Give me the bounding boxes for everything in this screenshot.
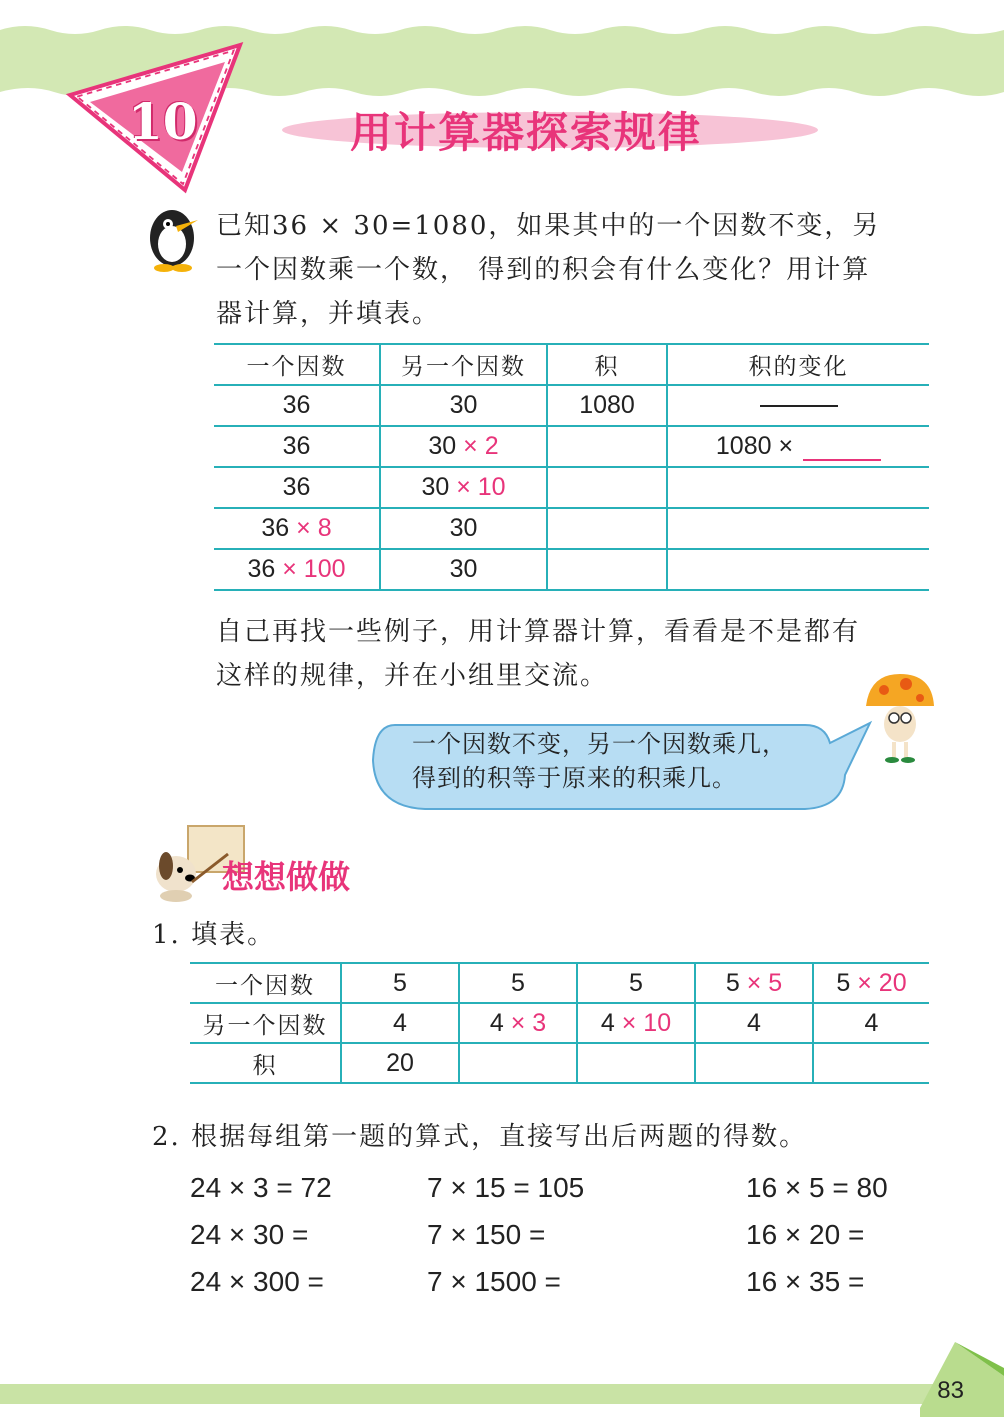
product-value: 20: [341, 1043, 459, 1083]
cell-change-blank[interactable]: [667, 549, 929, 590]
equation-column-3: [746, 1164, 888, 1305]
fill-table: [190, 962, 929, 1084]
cell-change-blank[interactable]: [667, 467, 929, 508]
other-factor-row: [190, 1003, 929, 1043]
equation: 16 × 20 =: [746, 1219, 865, 1250]
cell-factor: 36: [282, 391, 311, 419]
factor-value: 5: [725, 968, 740, 997]
product-blank[interactable]: [813, 1043, 929, 1083]
lesson-number: 10: [128, 92, 198, 151]
product-row: [190, 1043, 929, 1083]
factor-value: 5: [393, 968, 407, 997]
cell-product-blank[interactable]: [547, 467, 667, 508]
table-row: [214, 467, 929, 508]
header-factor: 一个因数: [214, 344, 380, 385]
cell-change-blank[interactable]: [667, 508, 929, 549]
dash-line: [760, 405, 838, 407]
equation: 24 × 3 = 72: [190, 1172, 332, 1203]
page-title: 用计算器探索规律: [350, 108, 703, 157]
table-row: [214, 426, 929, 467]
practice-heading: 想想做做: [222, 858, 351, 896]
bubble-text: [412, 727, 787, 795]
row-label-factor: 一个因数: [190, 963, 341, 1003]
mushroom-character-icon: [862, 672, 936, 764]
equation: 7 × 1500 =: [427, 1266, 561, 1297]
equation: 16 × 5 = 80: [746, 1172, 888, 1203]
equation: 24 × 300 =: [190, 1266, 324, 1297]
intro-line-2: 一个因数乘一个数， 得到的积会有什么变化？用计算: [216, 255, 871, 285]
product-blank[interactable]: [577, 1043, 695, 1083]
cell-product-blank[interactable]: [547, 549, 667, 590]
cell-product-blank[interactable]: [547, 426, 667, 467]
footer-band: [0, 1336, 1004, 1417]
header-product-change: 积的变化: [667, 344, 929, 385]
factor-multiplier: × 10: [621, 1008, 672, 1037]
factor-value: 5: [629, 968, 643, 997]
factor-value: 5: [511, 968, 525, 997]
equation: 7 × 15 = 105: [427, 1172, 585, 1203]
factor-multiplier: × 3: [510, 1008, 547, 1037]
equation: 24 × 30 =: [190, 1219, 309, 1250]
cell-other-factor: 30: [428, 432, 457, 460]
answer-blank[interactable]: [803, 445, 881, 461]
intro-line-3: 器计算，并填表。: [216, 299, 441, 329]
equation: 16 × 35 =: [746, 1266, 865, 1297]
product-blank[interactable]: [695, 1043, 813, 1083]
cell-multiplier: × 10: [456, 473, 506, 501]
equation: 7 × 150 =: [427, 1219, 546, 1250]
explore-paragraph: [216, 610, 860, 698]
bubble-line-2: 得到的积等于原来的积乘几。: [412, 764, 737, 792]
table-row: [214, 549, 929, 590]
cell-factor: 36: [282, 473, 311, 501]
cell-factor: 36: [261, 514, 290, 542]
factor-change-table: [214, 343, 929, 591]
factor-value: 4: [489, 1008, 504, 1037]
cell-other-factor: 30: [449, 514, 478, 542]
factor-multiplier: × 20: [857, 968, 907, 997]
factor-multiplier: × 5: [746, 968, 783, 997]
intro-paragraph: [216, 204, 880, 336]
question-1-label: 1. 填表。: [152, 920, 276, 950]
header-product: 积: [547, 344, 667, 385]
row-label-other-factor: 另一个因数: [190, 1003, 341, 1043]
cell-product-blank[interactable]: [547, 508, 667, 549]
cell-multiplier: × 100: [282, 555, 346, 583]
equation-column-2: [427, 1164, 584, 1305]
factor-value: 5: [836, 968, 851, 997]
cell-other-factor: 30: [449, 391, 478, 419]
cell-factor: 36: [282, 432, 311, 460]
table-row: [214, 385, 929, 426]
page-number: 83: [937, 1377, 964, 1404]
cell-multiplier: × 8: [296, 514, 332, 542]
explore-line-2: 这样的规律，并在小组里交流。: [216, 661, 609, 691]
intro-line-1: 已知36 × 30=1080，如果其中的一个因数不变，另: [216, 211, 881, 241]
product-blank[interactable]: [459, 1043, 577, 1083]
factor-row: [190, 963, 929, 1003]
table-row: [214, 508, 929, 549]
cell-change: 1080 ×: [715, 432, 794, 460]
table-header-row: [214, 344, 929, 385]
cell-other-factor: 30: [449, 555, 478, 583]
explore-line-1: 自己再找一些例子，用计算器计算，看看是不是都有: [216, 617, 861, 647]
factor-value: 4: [600, 1008, 615, 1037]
factor-value: 4: [747, 1008, 761, 1037]
cell-product: 1080: [547, 385, 667, 426]
header-other-factor: 另一个因数: [380, 344, 547, 385]
row-label-product: 积: [190, 1043, 341, 1083]
cell-multiplier: × 2: [463, 432, 499, 460]
question-2-label: 2. 根据每组第一题的算式，直接写出后两题的得数。: [152, 1122, 808, 1152]
factor-value: 4: [864, 1008, 879, 1037]
factor-value: 4: [393, 1008, 407, 1037]
penguin-character-icon: [142, 198, 208, 274]
equation-column-1: [190, 1164, 332, 1305]
cell-other-factor: 30: [421, 473, 450, 501]
bubble-line-1: 一个因数不变，另一个因数乘几，: [412, 730, 787, 758]
cell-factor: 36: [247, 555, 276, 583]
